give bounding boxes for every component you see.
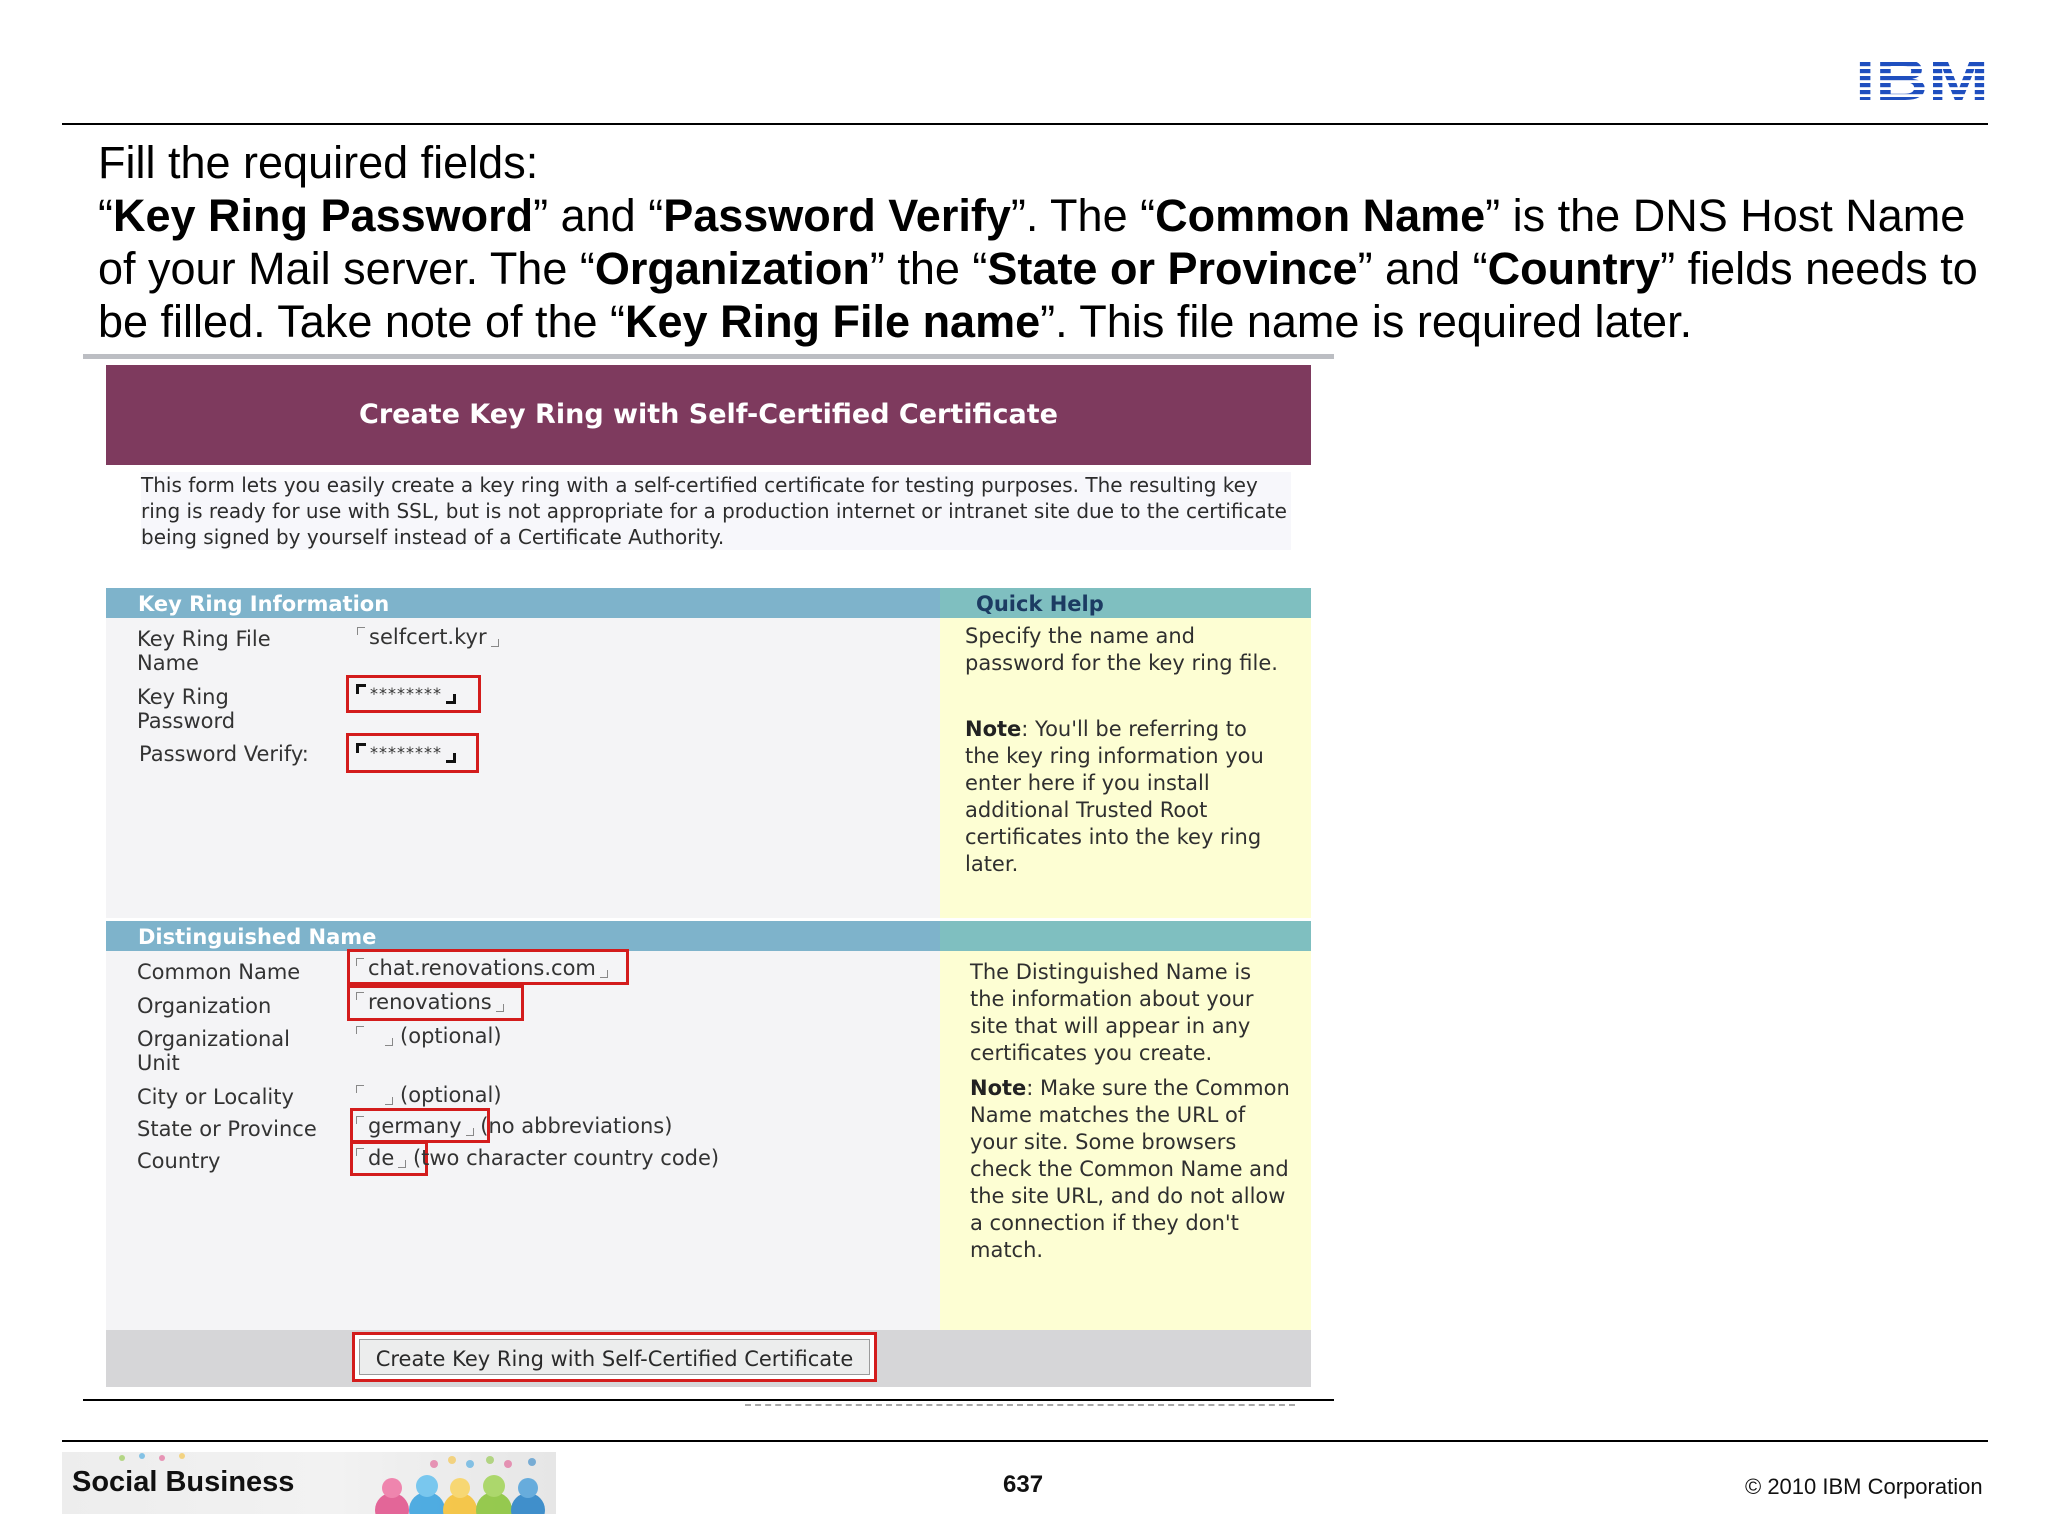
key-ring-password-input[interactable]: ******** [356, 680, 456, 708]
key-ring-section-heading: Key Ring Information [106, 588, 940, 618]
key-ring-file-input[interactable]: selfcert.kyr [357, 623, 499, 651]
instruction-field-name: State or Province [987, 243, 1358, 294]
organization-input[interactable]: renovations [356, 988, 504, 1016]
instruction-text: ” is the DNS Host Name of your Mail server. The “ [98, 190, 1966, 294]
instruction-text: “ [98, 190, 113, 241]
form-title: Create Key Ring with Self-Certified Certificate [106, 365, 1311, 465]
create-key-ring-button-highlight [352, 1332, 877, 1382]
password-verify-input[interactable]: ******** [356, 739, 456, 767]
instruction-field-name: Organization [594, 243, 870, 294]
quick-help-heading: Quick Help [940, 588, 1311, 618]
state-label: State or Province [137, 1117, 317, 1141]
instruction-field-name: Key Ring File name [625, 296, 1041, 347]
org-unit-input[interactable]: (optional) [356, 1022, 502, 1050]
header-rule [62, 123, 1988, 125]
common-name-input[interactable]: chat.renovations.com [356, 954, 608, 982]
city-input[interactable]: (optional) [356, 1081, 502, 1109]
footer-rule [62, 1440, 1988, 1442]
page-number: 637 [1003, 1471, 1044, 1498]
instructions-body [98, 189, 1978, 348]
dn-help-text: The Distinguished Name is the information about your site that will appear in any certificates you create. [970, 960, 1254, 1065]
screenshot-top-rule [83, 354, 1334, 359]
form-intro: This form lets you easily create a key ring with a self-certified certificate for testing purposes. The resulting key ring is ready for use with SSL, but is not appropriate for a production internet or intranet site due to the certificate being signed by yourself instead of a Certificate Authority. [141, 472, 1291, 550]
screenshot-cut-text [745, 1404, 1295, 1409]
instruction-field-name: Key Ring Password [113, 190, 534, 241]
distinguished-name-help-heading [940, 921, 1311, 951]
ibm-logo [1855, 48, 1989, 104]
quick-help-text: Specify the name and password for the key ring file. [965, 624, 1278, 675]
common-name-label: Common Name [137, 960, 301, 984]
quick-help-note: Note: You'll be referring to the key ring information you enter here if you install additional Trusted Root certificates into the key ring later. [965, 717, 1264, 876]
copyright: © 2010 IBM Corporation [1745, 1474, 1983, 1499]
city-label: City or Locality [137, 1085, 294, 1109]
instruction-field-name: Password Verify [663, 190, 1011, 241]
instruction-text: ” and “ [533, 190, 664, 241]
organization-label: Organization [137, 994, 272, 1018]
dn-help-note: Note: Make sure the Common Name matches the URL of your site. Some browsers check the Common Name and the site URL, and do not allow a connection if they don't match. [970, 1076, 1290, 1262]
instructions [98, 136, 1978, 348]
key-ring-form [106, 365, 1311, 1387]
instructions-heading: Fill the required fields: [98, 137, 539, 188]
country-label: Country [137, 1149, 221, 1173]
password-verify-label: Password Verify: [139, 742, 309, 766]
key-ring-file-label: Key Ring File Name [137, 627, 271, 675]
instruction-field-name: Country [1487, 243, 1661, 294]
instruction-text: ” the “ [869, 243, 988, 294]
social-business-label: Social Business [72, 1466, 295, 1498]
instruction-field-name: Common Name [1155, 190, 1486, 241]
instruction-text: ” and “ [1357, 243, 1488, 294]
create-key-ring-button[interactable]: Create Key Ring with Self-Certified Certificate [359, 1339, 870, 1375]
state-input[interactable]: germany (no abbreviations) [356, 1112, 672, 1140]
key-ring-password-label: Key Ring Password [137, 685, 236, 733]
distinguished-name-heading: Distinguished Name [106, 921, 940, 951]
instruction-text: ”. The “ [1010, 190, 1156, 241]
instruction-text: ”. This file name is required later. [1040, 296, 1693, 347]
screenshot-bottom-rule [83, 1399, 1334, 1401]
instruction-text: ” fields needs to be filled. Take note of the “ [98, 243, 1978, 347]
org-unit-label: Organizational Unit [137, 1027, 290, 1075]
country-input[interactable]: de (two character country code) [356, 1144, 719, 1172]
